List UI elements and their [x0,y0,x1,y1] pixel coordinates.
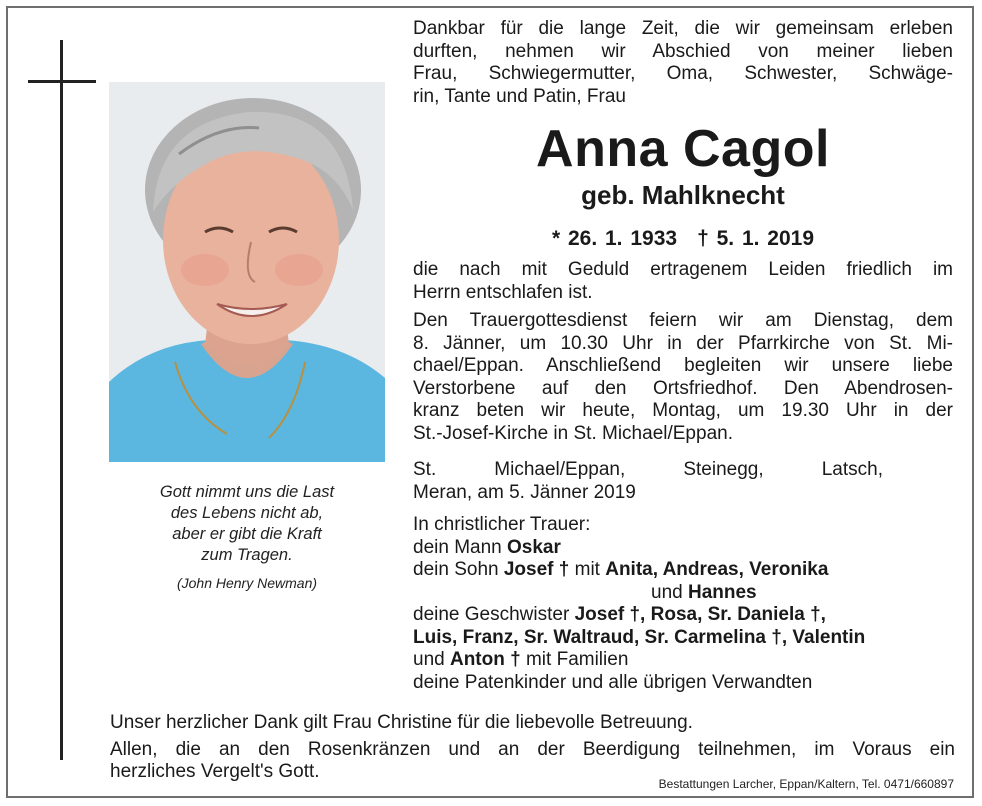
quote-line: zum Tragen. [201,546,293,564]
mourner-siblings-2 [413,627,958,650]
thanks-line: Unser herzlicher Dank gilt Frau Christine für die liebevolle Betreuung. [110,712,693,733]
mourner-son [413,559,958,582]
mourner-names: Josef †, Rosa, Sr. Daniela †, [574,604,826,625]
passing-paragraph [413,259,953,304]
service-paragraph [413,310,953,445]
mourner-name: Hannes [687,581,757,603]
label-prefix: dein Sohn [413,559,504,580]
portrait-photo [109,82,385,462]
thanks-line: herzliches Vergelt's Gott. [110,761,320,782]
quote-line: des Lebens nicht ab, [170,504,324,522]
mourner-godchildren: deine Patenkinder und alle übrigen Verwandten [413,671,813,693]
thanks-line: Allen, die an den Rosenkränzen und an der Beerdigung teilnehmen, im Voraus ein [110,738,955,760]
life-dates [413,226,953,252]
quote-line: Gott nimmt uns die Last [159,483,335,501]
passing-line: die nach mit Geduld ertragenem Leiden friedlich im [413,259,953,280]
funeral-home-credit: Bestattungen Larcher, Eppan/Kaltern, Tel. 0471/660897 [658,777,954,791]
label-prefix: dein Mann [413,536,508,558]
service-line: Verstorbene auf den Ortsfriedhof. Den Abendrosen- [413,377,953,399]
intro-line: Frau, Schwiegermutter, Oma, Schwester, Schwäge- [413,63,953,84]
intro-line: rin, Tante und Patin, Frau [413,85,626,107]
intro-line: Dankbar für die lange Zeit, die wir gemeinsam erleben [413,18,953,39]
mourner-siblings-3 [413,649,958,672]
intro-line: durften, nehmen wir Abschied von meiner lieben [413,40,953,62]
service-line: chael/Eppan. Anschließend begleiten wir unsere liebe [413,355,953,376]
quote-author: (John Henry Newman) [176,575,318,591]
mourner-names: Luis, Franz, Sr. Waltraud, Sr. Carmelina †, Valentin [413,626,866,648]
deceased-name: Anna Cagol [536,120,830,178]
label-prefix: deine Geschwister [413,604,575,625]
mourner-name: Oskar [507,536,561,558]
label-and: und [651,581,688,603]
place-date [413,459,883,504]
mourner-name: Josef † [503,559,570,580]
label-mid: mit [569,559,606,580]
passing-line: Herrn entschlafen ist. [413,281,593,303]
service-line: kranz beten wir heute, Montag, um 19.30 Uhr in der [413,400,953,421]
place-line: Meran, am 5. Jänner 2019 [413,481,636,503]
death-date: † 5. 1. 2019 [697,227,815,250]
label-suffix: mit Familien [520,649,629,670]
mourners-list [413,514,958,694]
mourners-heading: In christlicher Trauer: [413,514,591,535]
birth-date: * 26. 1. 1933 [551,227,678,250]
portrait-illustration [109,82,385,462]
cross-icon-horizontal [28,80,96,83]
mourner-son-family-2 [413,582,958,605]
quote [109,482,385,594]
service-line: St.-Josef-Kirche in St. Michael/Eppan. [413,422,733,444]
cross-icon-vertical [60,40,63,760]
thanks-paragraph [110,712,955,784]
mourner-names: Anita, Andreas, Veronika [605,559,829,580]
label-and: und [413,649,450,670]
mourner-husband [413,537,958,560]
place-line: St. Michael/Eppan, Steinegg, Latsch, [413,459,883,480]
intro-paragraph [413,18,953,108]
service-line: Den Trauergottesdienst feiern wir am Dienstag, dem [413,310,953,331]
mourner-name: Anton † [449,649,521,670]
service-line: 8. Jänner, um 10.30 Uhr in der Pfarrkirche von St. Mi- [413,332,953,354]
quote-line: aber er gibt die Kraft [172,525,322,543]
birth-name: geb. Mahlknecht [581,180,785,210]
mourner-siblings [413,604,958,627]
